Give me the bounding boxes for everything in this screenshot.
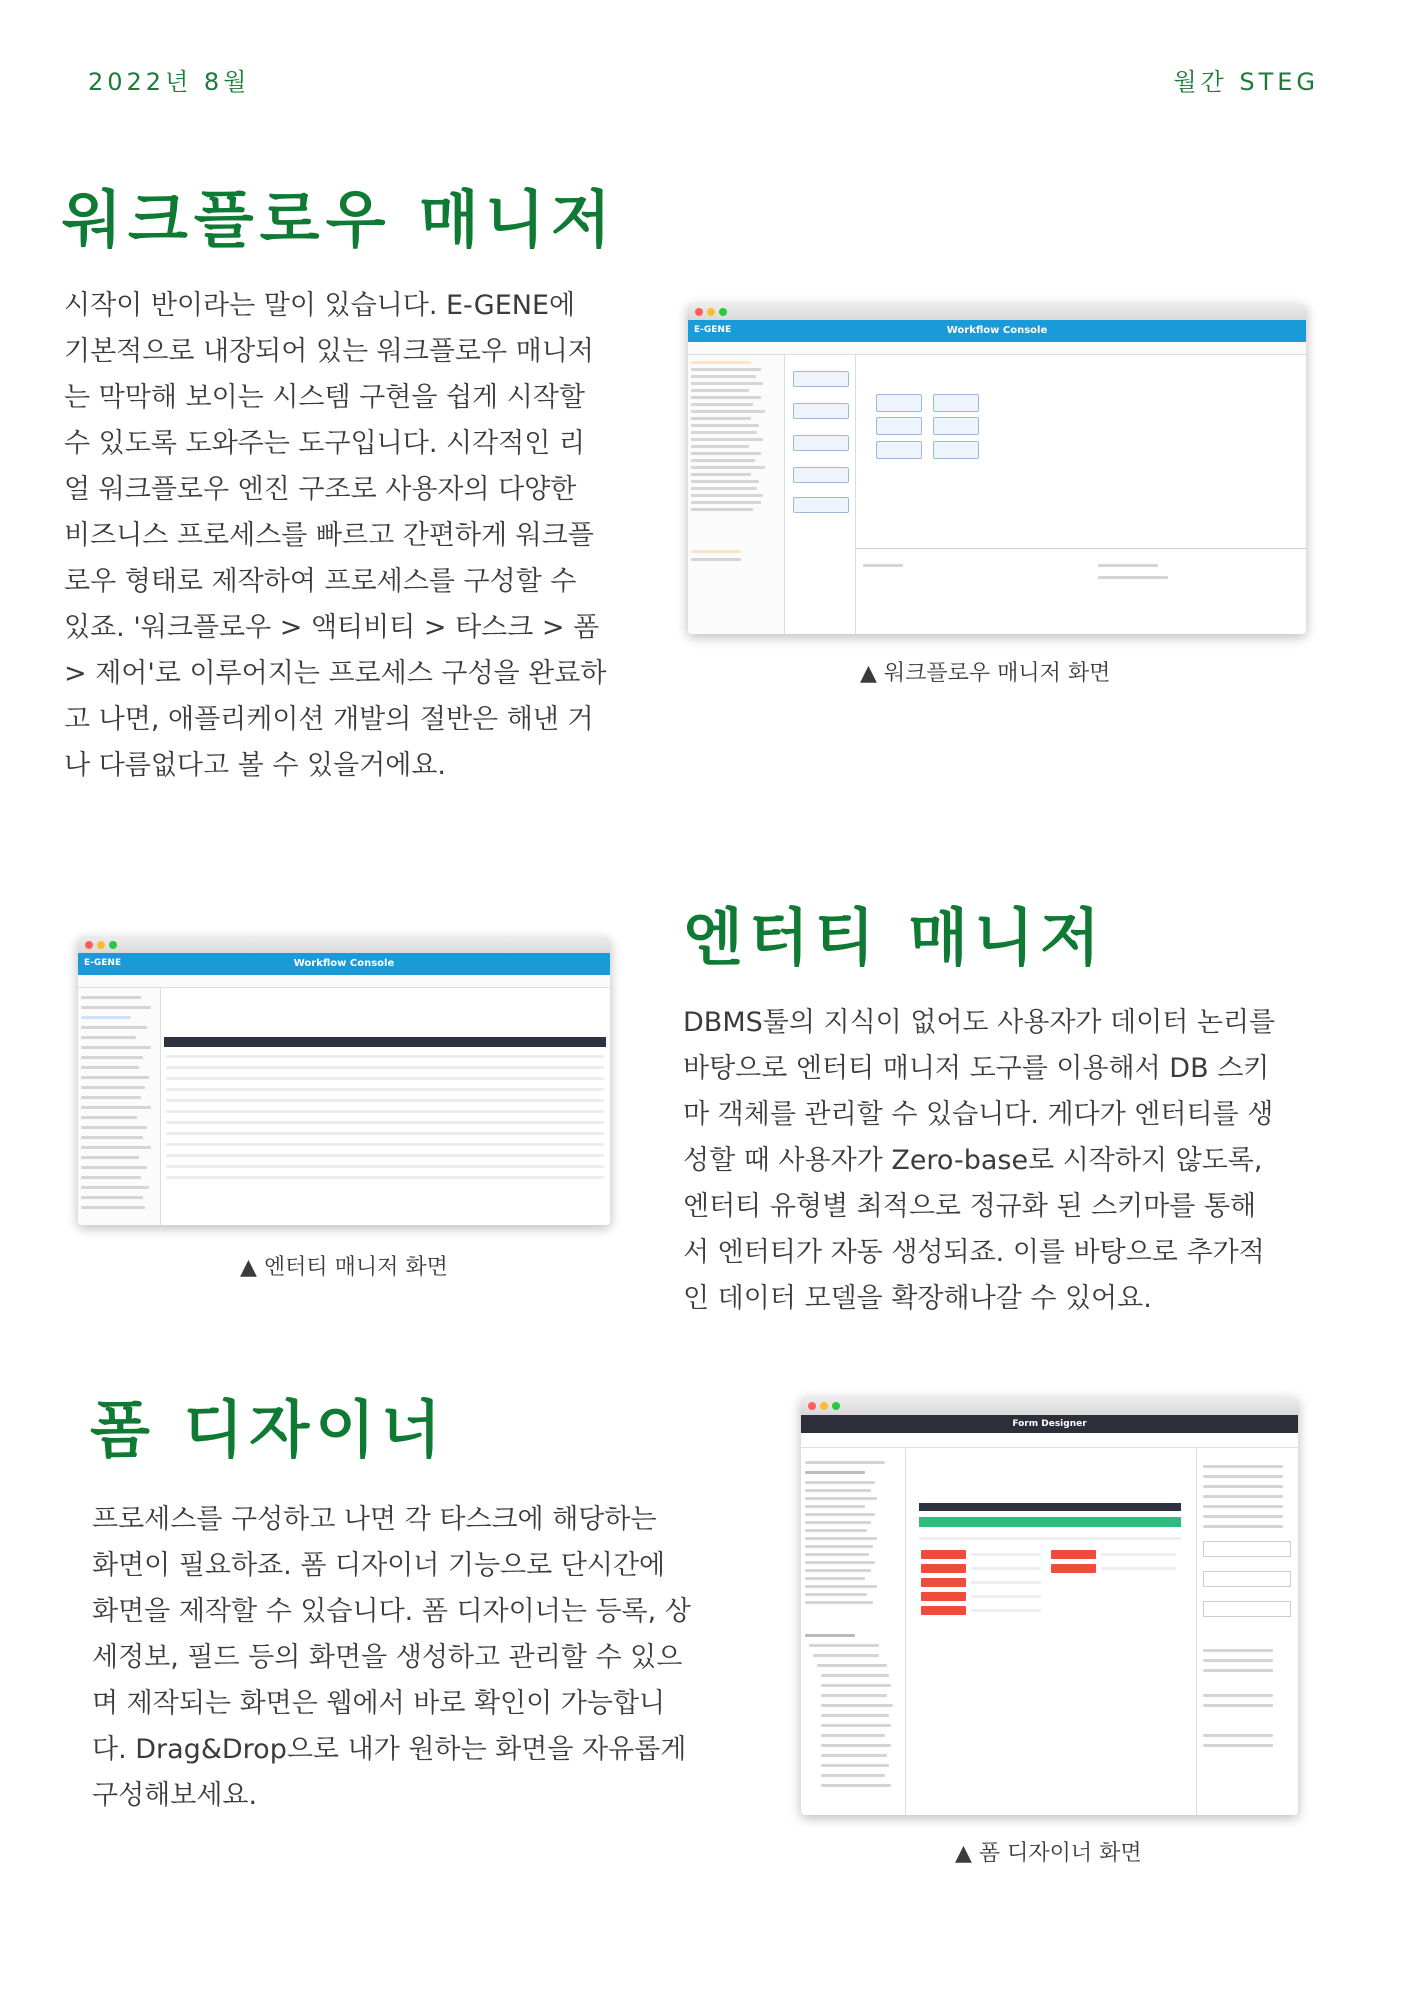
form-text-line: 프로세스를 구성하고 나면 각 타스크에 해당하는 (92, 1504, 657, 1535)
minimize-dot-icon (820, 1402, 828, 1410)
properties-panel (1196, 1449, 1298, 1815)
entity-text-line: DBMS툴의 지식이 없어도 사용자가 데이터 논리를 (683, 1007, 1276, 1038)
entity-text-line: 서 엔터티가 자동 생성되죠. 이를 바탕으로 추가적 (683, 1237, 1265, 1268)
workflow-manager-screenshot (688, 304, 1306, 634)
issue-date: 2022년 8월 (88, 68, 251, 96)
entity-manager-screenshot (78, 937, 610, 1225)
workflow-text-line: 비즈니스 프로세스를 빠르고 간편하게 워크플 (64, 520, 594, 551)
workflow-text-line: 있죠. '워크플로우 > 액티비티 > 타스크 > 폼 (64, 612, 600, 643)
window-titlebar (688, 304, 1306, 320)
form-section-bar (919, 1517, 1181, 1527)
entity-text-line: 성할 때 사용자가 Zero-base로 시작하지 않도록, (683, 1145, 1263, 1176)
form-text-line: 화면을 제작할 수 있습니다. 폼 디자이너는 등록, 상 (92, 1596, 691, 1627)
workflow-text-line: 고 나면, 애플리케이션 개발의 절반은 해낸 거 (64, 704, 594, 735)
window-titlebar (801, 1397, 1298, 1415)
entity-list-panel (78, 988, 161, 1225)
app-tabs (688, 342, 1306, 355)
workflow-text-line: 나 다름없다고 볼 수 있을거에요. (64, 750, 446, 781)
entity-text-line: 인 데이터 모델을 확장해나갈 수 있어요. (683, 1283, 1152, 1314)
workflow-text-line: 로우 형태로 제작하여 프로세스를 구성할 수 (64, 566, 577, 597)
app-logo: E-GENE (84, 958, 122, 968)
workflow-text-line: 는 막막해 보이는 시스템 구현을 쉽게 시작할 (64, 382, 585, 413)
workflow-section-title: 워크플로우 매니저 (62, 183, 617, 256)
maximize-dot-icon (832, 1402, 840, 1410)
form-designer-screenshot (801, 1397, 1298, 1815)
close-dot-icon (808, 1402, 816, 1410)
app-header (688, 320, 1306, 342)
app-title: Workflow Console (293, 958, 395, 969)
entity-section-title: 엔터티 매니저 (683, 901, 1106, 974)
app-logo: E-GENE (694, 325, 732, 335)
field-panel (801, 1449, 906, 1815)
form-text-line: 다. Drag&Drop으로 내가 원하는 화면을 자유롭게 (92, 1734, 687, 1765)
entity-text-line: 마 객체를 관리할 수 있습니다. 게다가 엔터티를 생 (683, 1099, 1274, 1130)
entity-text-line: 바탕으로 엔터티 매니저 도구를 이용해서 DB 스키 (683, 1053, 1270, 1084)
workflow-text-line: > 제어'로 이루어지는 프로세스 구성을 완료하 (64, 658, 607, 689)
entity-caption: ▲ 엔터티 매니저 화면 (240, 1255, 448, 1280)
minimize-dot-icon (97, 941, 105, 949)
maximize-dot-icon (109, 941, 117, 949)
close-dot-icon (85, 941, 93, 949)
minimize-dot-icon (707, 308, 715, 316)
form-toolbar (801, 1433, 1298, 1448)
form-caption: ▲ 폼 디자이너 화면 (955, 1841, 1142, 1866)
tree-panel (688, 355, 785, 634)
activity-column (785, 355, 856, 634)
entity-text-line: 엔터티 유형별 최적으로 정규화 된 스키마를 통해 (683, 1191, 1257, 1222)
app-tabs (78, 975, 610, 988)
form-text-line: 구성해보세요. (92, 1780, 258, 1811)
form-text-line: 화면이 필요하죠. 폼 디자이너 기능으로 단시간에 (92, 1550, 666, 1581)
workflow-text-line: 얼 워크플로우 엔진 구조로 사용자의 다양한 (64, 474, 577, 505)
maximize-dot-icon (719, 308, 727, 316)
app-title: Workflow Console (946, 325, 1048, 336)
workflow-caption: ▲ 워크플로우 매니저 화면 (860, 661, 1111, 686)
canvas-header (919, 1503, 1181, 1511)
close-dot-icon (695, 308, 703, 316)
magazine-name: 월간 STEG (1173, 68, 1319, 96)
entity-description (683, 1000, 1303, 1322)
grid-header (164, 1037, 606, 1047)
window-titlebar (78, 937, 610, 953)
app-header (78, 953, 610, 975)
workflow-text-line: 시작이 반이라는 말이 있습니다. E-GENE에 (64, 290, 576, 321)
workflow-text-line: 기본적으로 내장되어 있는 워크플로우 매니저 (64, 336, 594, 367)
form-designer-titlebar: Form Designer (801, 1415, 1298, 1433)
form-text-line: 며 제작되는 화면은 웹에서 바로 확인이 가능합니 (92, 1688, 666, 1719)
workflow-description (64, 283, 629, 789)
workflow-text-line: 수 있도록 도와주는 도구입니다. 시각적인 리 (64, 428, 585, 459)
form-section-title: 폼 디자이너 (90, 1393, 448, 1466)
form-description (92, 1497, 712, 1819)
form-text-line: 세정보, 필드 등의 화면을 생성하고 관리할 수 있으 (92, 1642, 683, 1673)
